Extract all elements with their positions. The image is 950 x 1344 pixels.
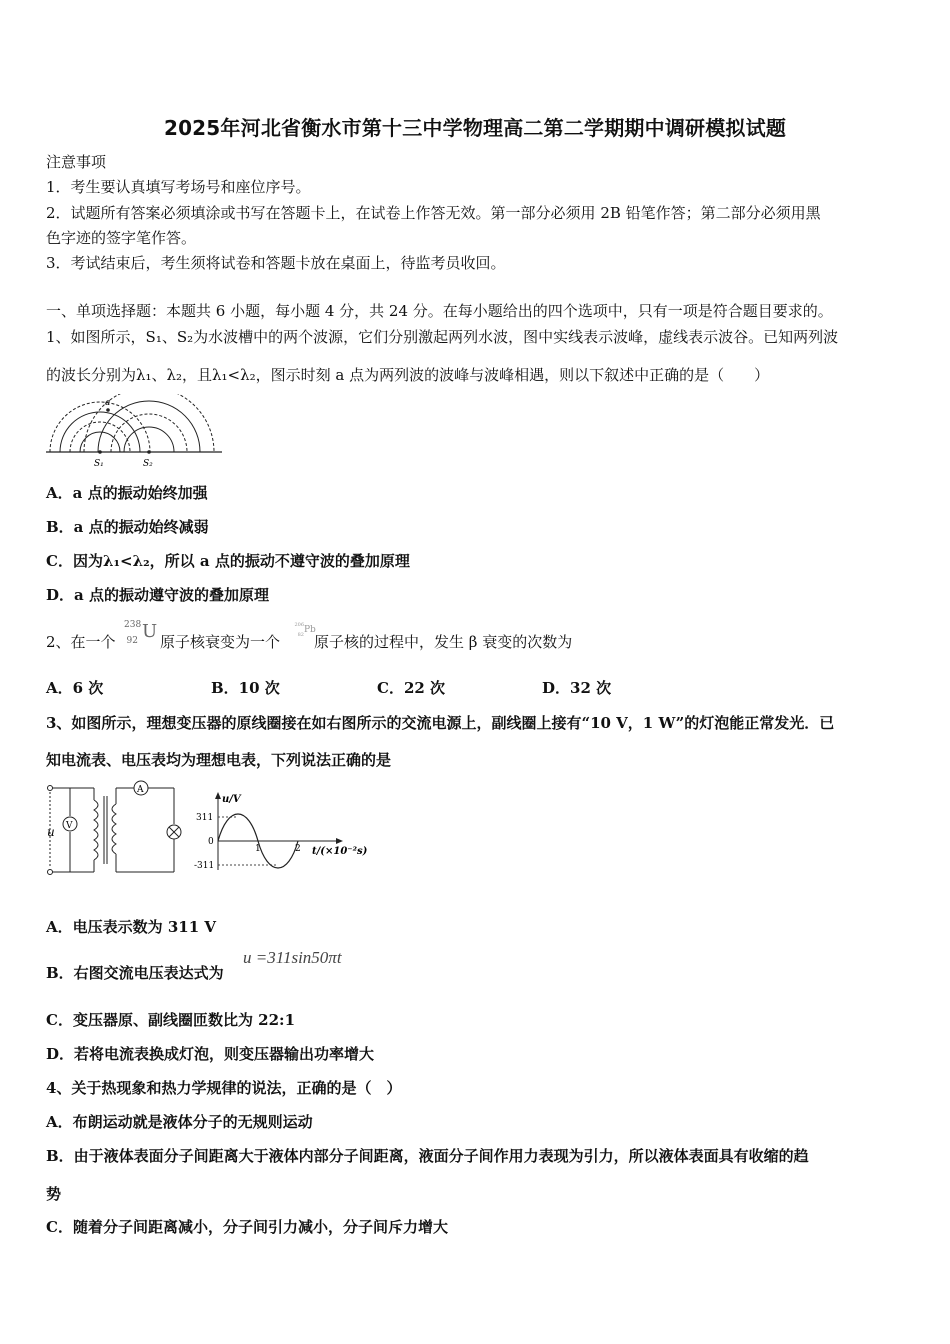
q3-option-b: B．右图交流电压表达式为 [46,964,224,982]
q1-option-c: C．因为λ₁<λ₂，所以 a 点的振动不遵守波的叠加原理 [46,552,410,570]
q2-pb-mass-number: 206 [294,622,304,628]
q3-stem-line2: 知电流表、电压表均为理想电表，下列说法正确的是 [46,751,392,769]
section-heading: 一、单项选择题：本题共 6 小题，每小题 4 分，共 24 分。在每小题给出的四个选项中，只有一项是符合题目要求的。 [46,302,833,320]
q2-stem-suffix: 原子核的过程中，发生 β 衰变的次数为 [314,633,573,651]
q4-option-b-line1: B．由于液体表面分子间距离大于液体内部分子间距离，液面分子间作用力表现为引力，所以液体表面具有收缩的趋 [46,1147,809,1165]
q3-graph-ymax: 311 [196,813,214,823]
q2-u-symbol: U [142,621,158,642]
q3-voltage-graph [194,790,374,874]
q1-wave-figure [44,394,224,472]
q3-option-d: D．若将电流表换成灯泡，则变压器输出功率增大 [46,1045,375,1063]
q1-stem-line1: 1、如图所示，S₁、S₂为水波槽中的两个波源，它们分别激起两列水波，图中实线表示波峰，虚线表示波谷。已知两列波 [46,328,839,346]
q2-option-a: A．6 次 [46,679,104,697]
q3-graph-t1: 1 [255,844,261,854]
q1-fig-s1-label: S₁ [94,459,104,469]
q3-stem-line1: 3、如图所示，理想变压器的原线圈接在如右图所示的交流电源上，副线圈上接有“10 V，1 W”的灯泡能正常发光．已 [46,714,835,732]
q3-graph-zero: 0 [208,837,214,847]
q3-option-a: A．电压表示数为 311 V [46,918,217,936]
q2-option-c: C．22 次 [377,679,446,697]
q2-u-atomic-number: 92 [126,636,138,646]
q4-option-a: A．布朗运动就是液体分子的无规则运动 [46,1113,313,1131]
q1-stem-line2: 的波长分别为λ₁、λ₂，且λ₁<λ₂，图示时刻 a 点为两列波的波峰与波峰相遇，则以下叙述中正确的是（ ） [46,366,770,384]
notice-item-1: 1．考生要认真填写考场号和座位序号。 [46,178,311,196]
q4-option-b-line2: 势 [46,1185,62,1203]
q3-ammeter-label: A [137,785,144,795]
q3-source-u-label: u [47,825,55,839]
q2-pb-atomic-number: 82 [297,632,304,638]
q3-graph-xlabel: t/(×10⁻²s) [312,846,368,857]
q2-u-mass-number: 238 [124,620,142,630]
notice-item-2b: 色字迹的签字笔作答。 [46,229,197,247]
notice-item-2a: 2．试题所有答案必须填涂或书写在答题卡上，在试卷上作答无效。第一部分必须用 2B 铅笔作答；第二部分必须用黑 [46,204,821,222]
q4-option-c: C．随着分子间距离减小，分子间引力减小，分子间斥力增大 [46,1218,448,1236]
q3-option-c: C．变压器原、副线圈匝数比为 22:1 [46,1011,296,1029]
notice-item-3: 3．考试结束后，考生须将试卷和答题卡放在桌面上，待监考员收回。 [46,254,506,272]
q2-stem-middle: 原子核衰变为一个 [160,633,281,651]
page-title: 2025年河北省衡水市第十三中学物理高二第二学期期中调研模拟试题 [163,116,787,140]
q3-transformer-circuit [44,780,184,880]
q1-fig-s2-label: S₂ [143,459,153,469]
q1-option-b: B．a 点的振动始终减弱 [46,518,209,536]
q2-option-d: D．32 次 [542,679,612,697]
q3-option-b-formula: u =311sin50πt [243,948,342,967]
q1-fig-a-label: a [105,398,111,408]
notice-heading: 注意事项 [46,153,107,171]
q2-option-b: B．10 次 [211,679,280,697]
q4-stem: 4、关于热现象和热力学规律的说法，正确的是（ ） [46,1079,402,1097]
q3-voltmeter-label: V [66,821,73,831]
q2-pb-symbol: Pb [304,625,316,635]
q1-option-a: A．a 点的振动始终加强 [46,484,208,502]
q3-graph-ymin: -311 [194,861,215,871]
q2-stem-prefix: 2、在一个 [46,633,116,651]
q1-option-d: D．a 点的振动遵守波的叠加原理 [46,586,269,604]
q3-graph-t2: 2 [295,844,301,854]
q3-graph-ylabel: u/V [222,794,241,805]
